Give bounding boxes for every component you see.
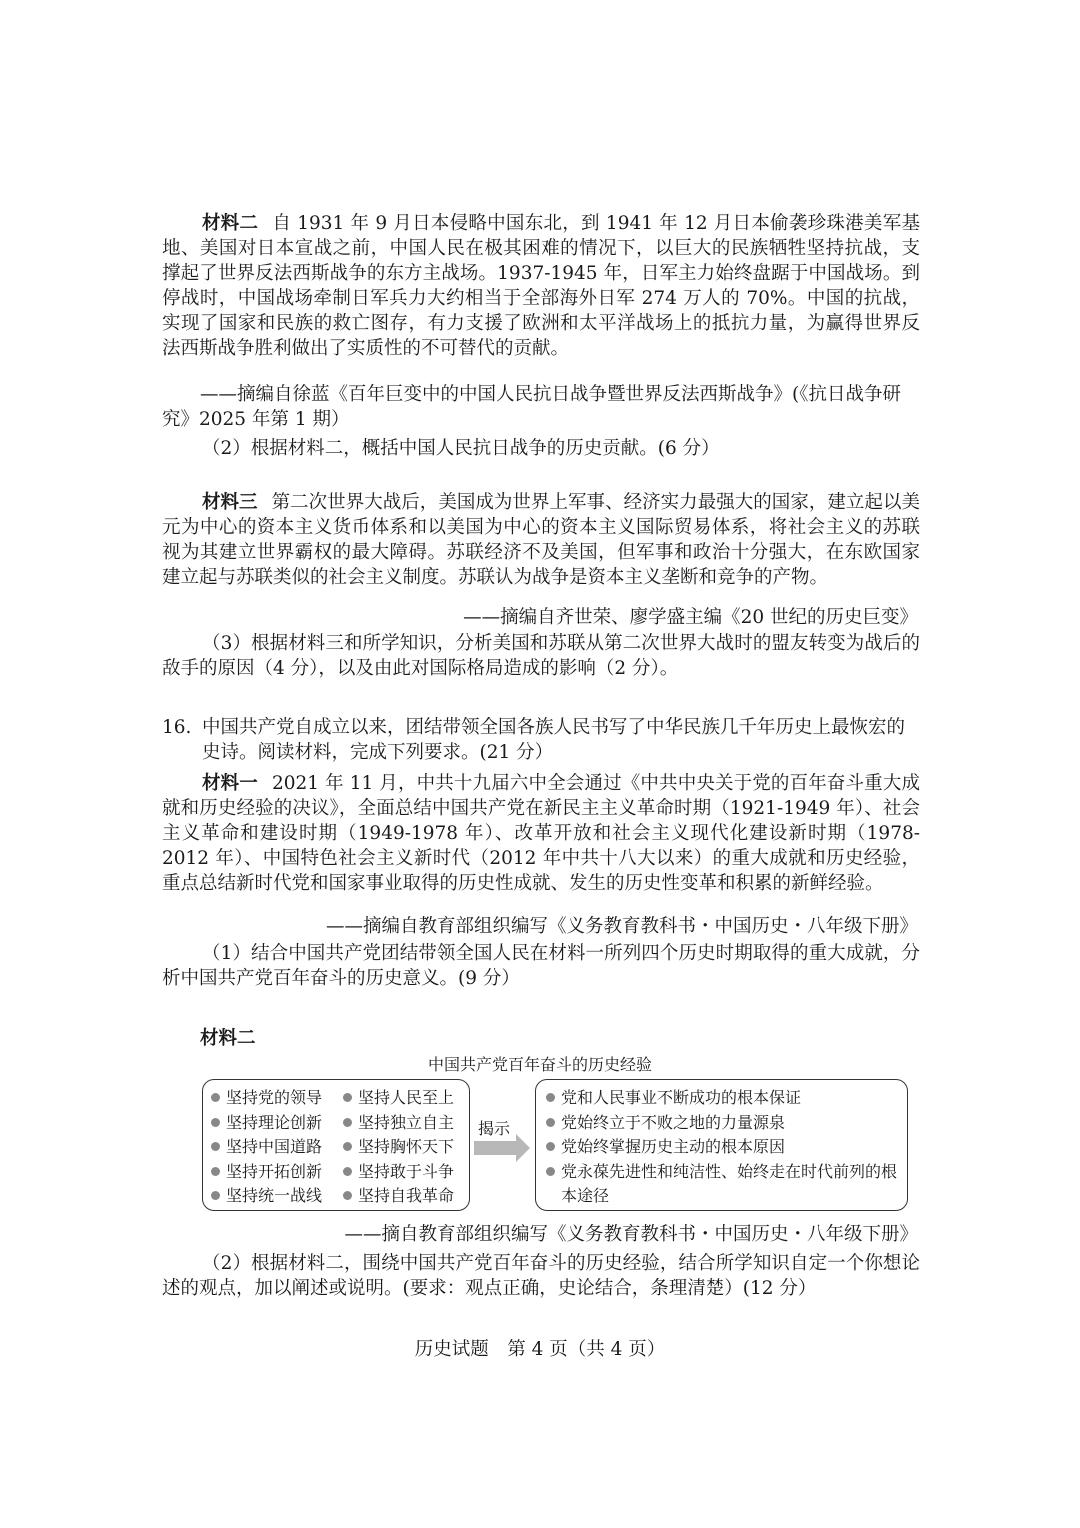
conclusion-item: 党始终掌握历史主动的根本原因 xyxy=(546,1135,897,1160)
bullet-icon xyxy=(211,1093,220,1102)
bullet-icon xyxy=(211,1118,220,1127)
q16-material2-source: ——摘自教育部组织编写《义务教育教科书・中国历史・八年级下册》 xyxy=(344,1224,918,1245)
principles-column-1 xyxy=(211,1086,322,1209)
principle-item: 坚持自我革命 xyxy=(343,1184,454,1209)
q16-material1-text: 2021 年 11 月，中共十九届六中全会通过《中共中央关于党的百年奋斗重大成就和历史经验的决议》，全面总结中国共产党在新民主主义革命时期（1921-1949 年）、社会主义革命和建设时期（1949-1978 年）、改革开放和社会主义现代化建设新时期（1978-2012 年）、中国特色社会主义新时代（2012 年中共十八大以来）的重大成就和历史经验，重点总结新时代党和国家事业取得的历史性成就、发生的历史性变革和积累的新鲜经验。 xyxy=(162,773,920,894)
material2-source-line1: ——摘编自徐蓝《百年巨变中的中国人民抗日战争暨世界反法西斯战争》(《抗日战争研 xyxy=(200,384,901,405)
principles-box xyxy=(202,1079,470,1211)
bullet-icon xyxy=(546,1093,555,1102)
diagram-title: 中国共产党百年奋斗的历史经验 xyxy=(427,1055,652,1074)
bullet-icon xyxy=(343,1093,352,1102)
principle-item: 坚持胸怀天下 xyxy=(343,1135,454,1160)
question-16-number: 16. xyxy=(162,717,192,738)
q16-material1-source: ——摘编自教育部组织编写《义务教育教科书・中国历史・八年级下册》 xyxy=(325,916,918,937)
principle-item: 坚持独立自主 xyxy=(343,1111,454,1136)
principle-item: 坚持统一战线 xyxy=(211,1184,322,1209)
bullet-icon xyxy=(546,1142,555,1151)
principles-column-2 xyxy=(343,1086,454,1209)
conclusions-box xyxy=(535,1079,908,1211)
arrow-label: 揭示 xyxy=(478,1119,511,1138)
principle-item: 坚持敢于斗争 xyxy=(343,1160,454,1185)
material2-text: 自 1931 年 9 月日本侵略中国东北，到 1941 年 12 月日本偷袭珍珠港美军基地、美国对日本宣战之前，中国人民在极其困难的情况下，以巨大的民族牺牲坚持抗战，支撑起了世界反法西斯战争的东方主战场。1937-1945 年，日军主力始终盘踞于中国战场。到停战时，中国战场牵制日军兵力大约相当于全部海外日军 274 万人的 70%。中国的抗战，实现了国家和民族的救亡图存，有力支援了欧洲和太平洋战场上的抵抗力量，为赢得世界反法西斯战争胜利做出了实质性的不可替代的贡献。 xyxy=(162,213,920,359)
material2-label: 材料二 xyxy=(202,213,259,234)
bullet-icon xyxy=(211,1167,220,1176)
conclusion-item: 党和人民事业不断成功的根本保证 xyxy=(546,1086,897,1111)
principle-item: 坚持开拓创新 xyxy=(211,1160,322,1185)
material3-paragraph xyxy=(162,490,920,590)
principle-item: 坚持人民至上 xyxy=(343,1086,454,1111)
bullet-icon xyxy=(343,1167,352,1176)
page-footer: 历史试题 第 4 页（共 4 页） xyxy=(414,1339,666,1360)
bullet-icon xyxy=(343,1142,352,1151)
question-16-1: （1）结合中国共产党团结带领全国人民在材料一所列四个历史时期取得的重大成就，分析中国共产党百年奋斗的历史意义。(9 分） xyxy=(162,943,920,989)
question-16-stem xyxy=(162,715,920,765)
conclusion-item: 党始终立于不败之地的力量源泉 xyxy=(546,1111,897,1136)
bullet-icon xyxy=(211,1142,220,1151)
bullet-icon xyxy=(546,1118,555,1127)
principle-item: 坚持党的领导 xyxy=(211,1086,322,1111)
material3-label: 材料三 xyxy=(202,492,258,513)
principle-item: 坚持理论创新 xyxy=(211,1111,322,1136)
bullet-icon xyxy=(343,1191,352,1200)
material2-source-line2: 究》2025 年第 1 期） xyxy=(162,409,350,430)
material3-text: 第二次世界大战后，美国成为世界上军事、经济实力最强大的国家，建立起以美元为中心的资本主义货币体系和以美国为中心的资本主义国际贸易体系，将社会主义的苏联视为其建立世界霸权的最大障碍。苏联经济不及美国，但军事和政治十分强大，在东欧国家建立起与苏联类似的社会主义制度。苏联认为战争是资本主义垄断和竞争的产物。 xyxy=(162,492,920,588)
question-3: （3）根据材料三和所学知识，分析美国和苏联从第二次世界大战时的盟友转变为战后的敌手的原因（4 分），以及由此对国际格局造成的影响（2 分）。 xyxy=(162,633,920,679)
question-2: （2）根据材料二，概括中国人民抗日战争的历史贡献。(6 分） xyxy=(202,438,720,459)
conclusion-item: 党永葆先进性和纯洁性、始终走在时代前列的根本途径 xyxy=(546,1160,897,1209)
bullet-icon xyxy=(546,1167,555,1176)
q16-material1-paragraph xyxy=(162,771,920,896)
question-16-text: 中国共产党自成立以来，团结带领全国各族人民书写了中华民族几千年历史上最恢宏的史诗。阅读材料，完成下列要求。(21 分） xyxy=(202,717,906,763)
material3-source: ——摘编自齐世荣、廖学盛主编《20 世纪的历史巨变》 xyxy=(463,607,918,628)
question-16-2: （2）根据材料二，围绕中国共产党百年奋斗的历史经验，结合所学知识自定一个你想论述的观点，加以阐述或说明。(要求：观点正确，史论结合，条理清楚）(12 分） xyxy=(162,1253,920,1299)
principle-item: 坚持中国道路 xyxy=(211,1135,322,1160)
q16-material2-label: 材料二 xyxy=(200,1028,256,1049)
q16-material1-label: 材料一 xyxy=(202,773,258,794)
bullet-icon xyxy=(211,1191,220,1200)
material2-paragraph xyxy=(162,211,920,361)
bullet-icon xyxy=(343,1118,352,1127)
